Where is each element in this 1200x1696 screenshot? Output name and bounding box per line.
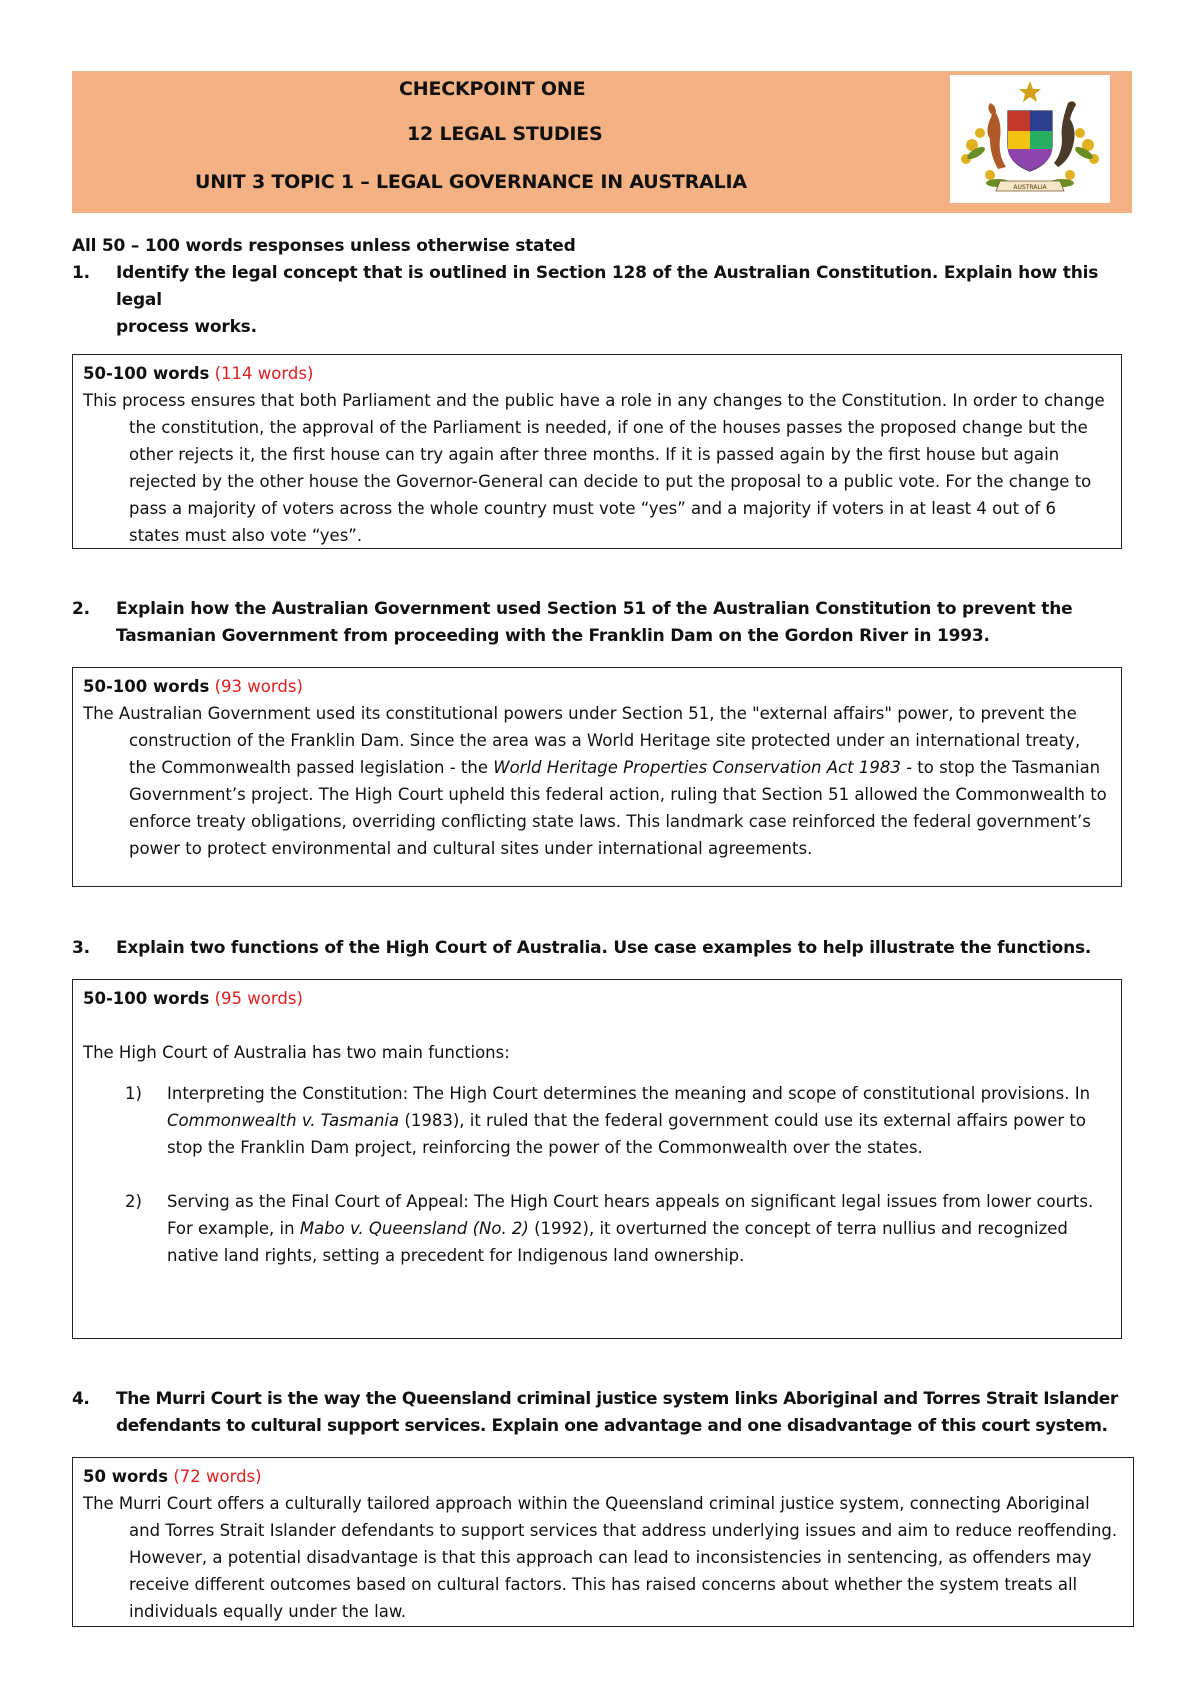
- question-number: 4.: [72, 1389, 90, 1409]
- word-count: (114 words): [214, 364, 314, 383]
- question-number: 2.: [72, 599, 90, 619]
- word-limit: 50-100 words: [83, 364, 210, 383]
- word-count: (72 words): [173, 1467, 262, 1486]
- answer-text: The Murri Court offers a culturally tailored approach within the Queensland criminal justice system, connecting Aboriginal and Torres Strait Islander defendants to support services that address underlying issues and aim to reduce reoffending. However, a potential disadvantage is that this approach can lead to inconsistencies in sentencing, as offenders may receive different outcomes based on cultural factors. This has raised concerns about whether the system treats all individuals equally under the law.: [83, 1494, 1118, 1621]
- question-number: 1.: [72, 263, 90, 283]
- coat-of-arms-svg: [950, 75, 1110, 203]
- list-text: (1992), it overturned the concept of terra nullius and recognized native land rights, setting a precedent for Indigenous land ownership.: [167, 1219, 1068, 1265]
- header-title: CHECKPOINT ONE: [399, 78, 586, 100]
- word-limit: 50-100 words: [83, 989, 210, 1008]
- answer-box-2: [72, 667, 1122, 887]
- case-name: Commonwealth v. Tasmania: [167, 1111, 400, 1130]
- question-text-line: Tasmanian Government from proceeding with the Franklin Dam on the Gordon River in 1993.: [116, 626, 990, 646]
- answer-text-part: The Australian Government used its constitutional powers under Section 51, the "external affairs" power, to prevent the construction of the Franklin Dam. Since the area was a World Heritage site protected under an international treaty, the Commonwealth passed legislation - the: [83, 704, 1081, 777]
- answer-text: [83, 700, 1111, 862]
- crest-ribbon-text: AUSTRALIA: [1013, 184, 1047, 191]
- question-text-line: The Murri Court is the way the Queensland criminal justice system links Aboriginal and Torres Strait Islander: [116, 1389, 1118, 1409]
- question-text-line: Explain two functions of the High Court of Australia. Use case examples to help illustrate the functions.: [116, 938, 1092, 958]
- answer-box-1: [72, 354, 1122, 549]
- word-limit: 50 words: [83, 1467, 169, 1486]
- coat-of-arms-icon: [950, 75, 1110, 203]
- question-1: [72, 260, 1142, 341]
- question-text-line: process works.: [116, 317, 257, 337]
- list-marker: 2): [125, 1192, 142, 1211]
- answer-text: This process ensures that both Parliament and the public have a role in any changes to the Constitution. In order to change the constitution, the approval of the Parliament is needed, if one of the houses passes the proposed change but the other rejects it, the first house can try again after three months. If it is passed again by the first house but again rejected by the other house the Governor-General can decide to put the proposal to a public vote. For the change to pass a majority of voters across the whole country must vote “yes” and a majority if voters in at least 4 out of 6 states must also vote “yes”.: [83, 391, 1105, 545]
- word-count: (93 words): [214, 677, 303, 696]
- question-2: [72, 596, 1142, 650]
- list-text: Interpreting the Constitution: The High Court determines the meaning and scope of constitutional provisions. In: [167, 1084, 1091, 1103]
- list-item: [83, 1080, 1111, 1161]
- header-topic: UNIT 3 TOPIC 1 – LEGAL GOVERNANCE IN AUSTRALIA: [195, 171, 747, 193]
- case-name: Mabo v. Queensland (No. 2): [299, 1219, 529, 1238]
- list-text: (1983), it ruled that the federal government could use its external affairs power to stop the Franklin Dam project, reinforcing the power of the Commonwealth over the states.: [167, 1111, 1086, 1157]
- header-banner: [72, 71, 1132, 213]
- question-text-line: Explain how the Australian Government used Section 51 of the Australian Constitution to prevent the: [116, 599, 1073, 619]
- header-subject: 12 LEGAL STUDIES: [407, 123, 603, 145]
- act-title: World Heritage Properties Conservation Act 1983: [493, 758, 901, 777]
- function-list: [83, 1080, 1111, 1269]
- question-number: 3.: [72, 938, 90, 958]
- question-4: [72, 1386, 1162, 1440]
- answer-lead: The High Court of Australia has two main functions:: [83, 1043, 510, 1062]
- question-text-line: defendants to cultural support services. Explain one advantage and one disadvantage of this court system.: [116, 1416, 1108, 1436]
- list-text: Serving as the Final Court of Appeal: The High Court hears appeals on significant legal issues from lower courts. For example, in: [167, 1192, 1094, 1238]
- question-3: [72, 935, 1142, 962]
- word-limit: 50-100 words: [83, 677, 210, 696]
- intro-instruction: All 50 – 100 words responses unless otherwise stated: [72, 236, 576, 256]
- answer-text-part: - to stop the Tasmanian Government’s project. The High Court upheld this federal action, ruling that Section 51 allowed the Commonwealth to enforce treaty obligations, overriding conflicting state laws. This landmark case reinforced the federal government’s power to protect environmental and cultural sites under international agreements.: [129, 758, 1107, 858]
- word-count: (95 words): [214, 989, 303, 1008]
- answer-box-3: [72, 979, 1122, 1339]
- question-text-line: Identify the legal concept that is outlined in Section 128 of the Australian Constitution. Explain how this legal: [116, 263, 1099, 310]
- list-marker: 1): [125, 1084, 142, 1103]
- list-item: [83, 1188, 1111, 1269]
- answer-box-4: [72, 1457, 1134, 1627]
